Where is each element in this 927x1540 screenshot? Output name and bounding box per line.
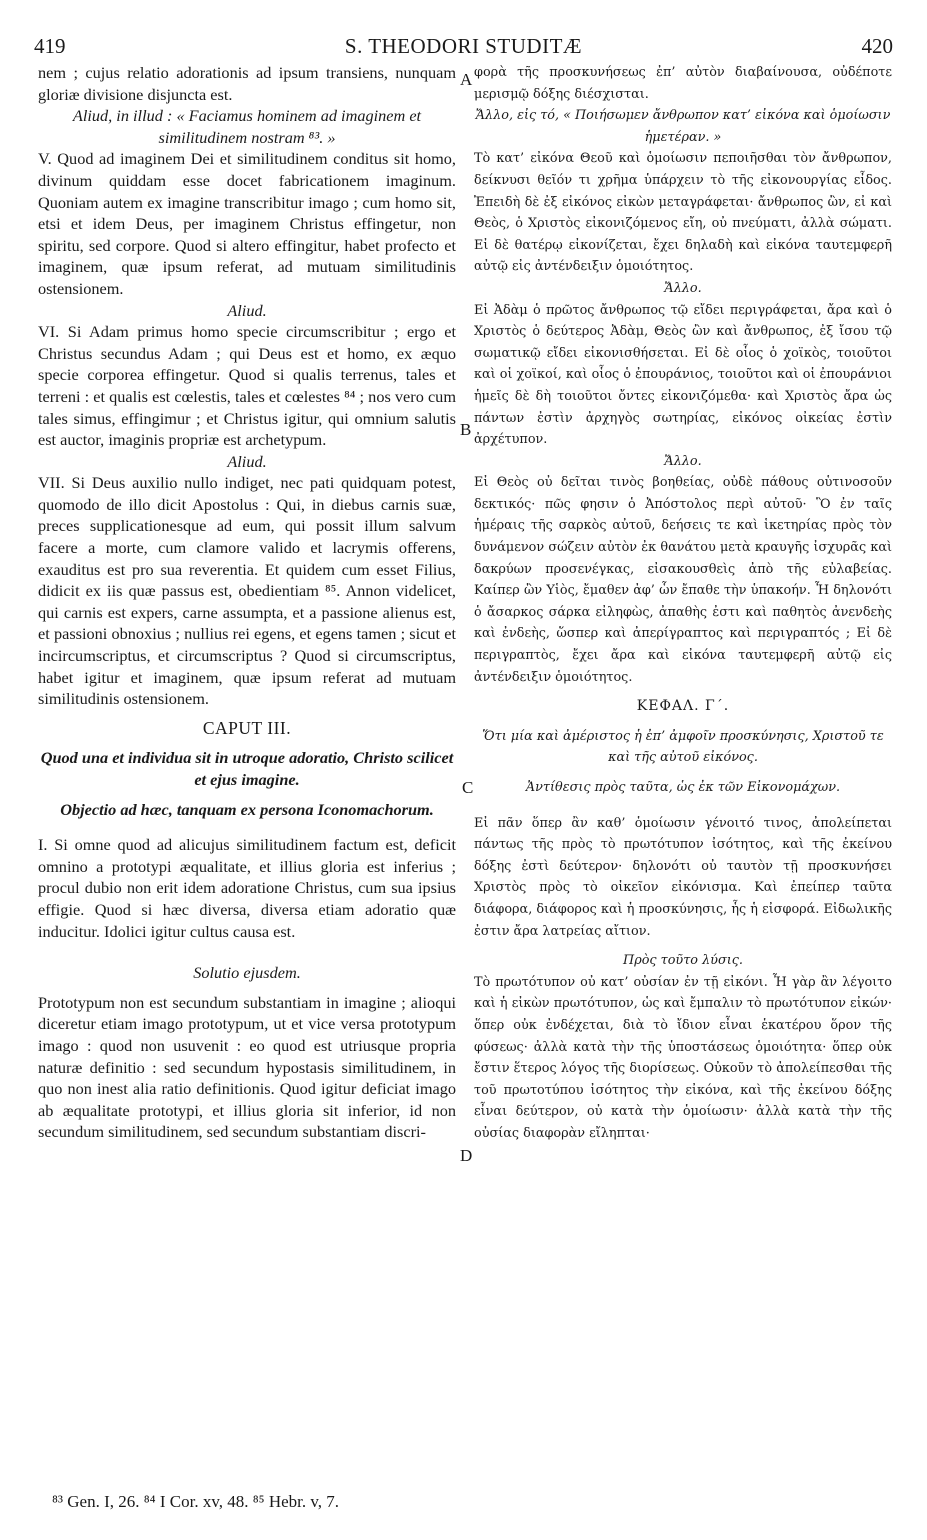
margin-letter-b: B (460, 420, 472, 439)
greek-para-solution: Τὸ πρωτότυπον οὐ κατ’ οὐσίαν ἐν τῇ εἰκόνι. Ἦ γὰρ ἂν λέγοιτο καὶ ἡ εἰκὼν πρωτότυπον, ὡς καὶ ἔμπαλιν τὸ πρωτότυπον εἰκών· ὅπερ οὐκ ἐνδέχεται, διὰ τὸ ἴδιον εἶναι ἑκατέρου ὅρον τῆς φύσεως· ἀλλὰ κατὰ τὴν τῆς ὑποστάσεως ὁμοιότητα· ὅπερ οὐκ ἔστιν ἕτερος λόγος τῆς διορίσεως. Οὐκοῦν τὸ ἀπολείπεσθαι τῆς τοῦ πρωτοτύπου ἰσότητος τὴν εἰκόνα, καὶ τῆς ἐκείνου δόξης εἶναι δεύτερον, οὐ κατὰ τὴν ὁμοίωσιν· ἀλλὰ κατὰ τὴν τῆς οὐσίας διαφορὰν εἴληπται· (474, 974, 892, 1141)
greek-chapter-subtitle: Ὅτι μία καὶ ἀμέριστος ἡ ἐπ’ ἀμφοῖν προσκύνησις, Χριστοῦ τε καὶ τῆς αὐτοῦ εἰκόνος. (482, 728, 884, 766)
latin-objection-heading: Objectio ad hæc, tanquam ex persona Iconomachorum. (60, 799, 434, 819)
latin-para-vi: VI. Si Adam primus homo specie circumscribitur ; ergo et Christus secundus Adam ; qui Deus est et homo, ex æquo specie corporea effingetur. Quod si qualis terrenus, tales et terreni : et qualis est cœlestis, tales et cœlestes ⁸⁴ ; nos vero cum tales simus, effingimur ; et Christus igitur, qui omnium salutis est auctor, imaginis propriæ est archetypum. (38, 322, 456, 450)
latin-heading-aliud-2: Aliud. (227, 300, 267, 320)
greek-objection-heading: Ἀντίθεσις πρὸς ταῦτα, ὡς ἐκ τῶν Εἰκονομάχων. (525, 780, 841, 795)
greek-heading-allo-3: Ἄλλο. (664, 453, 702, 469)
greek-column (474, 62, 892, 1145)
latin-solution-heading: Solutio ejusdem. (193, 963, 301, 983)
latin-heading-aliud-1: Aliud, in illud : « Faciamus hominem ad imaginem et similitudinem nostram ⁸³. » (72, 106, 422, 147)
latin-heading-aliud-3: Aliud. (227, 451, 267, 471)
greek-heading-allo-2: Ἄλλο. (664, 280, 702, 296)
running-title: S. THEODORI STUDITÆ (344, 34, 583, 58)
latin-para-objection: I. Si omne quod ad alicujus similitudinem factum est, deficit omnino a prototypi æqualitate, et illius gloria est inferius ; procul dubio non erit idem adoratione Christus, cum sua ipsius effigie. Quod si hæc diversa, diversa etiam adoratio quæ inducitur. Idolici igitur cultus causa est. (38, 835, 456, 941)
margin-letter-a: A (460, 70, 473, 89)
latin-para-vii: VII. Si Deus auxilio nullo indiget, nec pati quidquam potest, quomodo de illo dicit Apostolus : Qui, in diebus carnis suæ, preces supplicationesque ad eum, qui possit illum salvum facere a morte, cum clamore valido et lacrymis offerens, exauditus est pro sua reverentia. Et quidem cum esset Filius, didicit ex iis quæ passus est, obedientiam ⁸⁵. Annon videlicet, qui carnis est expers, carne assumpta, et a passione alienus est, et passioni obnoxius ; nullius rei egens, et egens tamen ; sicut et incircumscriptus, et circumscriptus ? Quod si circumscriptus, habet igitur et imaginem, quæ ipsum referat ad mutuam similitudinis ostensionem. (38, 473, 456, 709)
page-number-right: 420 (861, 34, 893, 58)
greek-para-v: Τὸ κατ’ εἰκόνα Θεοῦ καὶ ὁμοίωσιν πεποιῆσθαι τὸν ἄνθρωπον, δείκνυσι θεῖόν τι χρῆμα ὑπάρχειν τὸ τῆς εἰκονουργίας εἶδος. Ἐπειδὴ δὲ ἐξ εἰκόνος εἰκὼν μεταγράφεται· ἄνθρωπος ὢν, εἰ καὶ Θεὸς, ὁ Χριστὸς εἰκονιζόμενος εἴη, οὐ πνεύματι, ἀλλὰ σώματι. Εἰ δὲ θατέρῳ εἰκονίζεται, ἔχει δηλαδὴ καὶ εἰκόνα ταυτεμφερῆ αὐτῷ εἰς ἀντένδειξιν ὁμοιότητος. (474, 151, 892, 275)
latin-column (38, 62, 456, 1143)
margin-letter-d: D (460, 1146, 473, 1165)
latin-para-v: V. Quod ad imaginem Dei et similitudinem conditus sit homo, divinum quiddam esse docet fabricationem imaginum. Quoniam autem ex imagine transcribitur imago ; cum homo sit, etsi et idem Deus, per imaginem Christus effingetur, non spiritu, sed corpore. Quod si altero effingitur, habet profecto et imaginem, quæ ipsum referat, ad mutuam similitudinis ostensionem. (38, 149, 456, 298)
footnotes: ⁸³ Gen. I, 26. ⁸⁴ I Cor. xv, 48. ⁸⁵ Hebr. v, 7. (52, 1492, 340, 1511)
margin-letter-c: C (462, 778, 474, 797)
greek-para-vi: Εἰ Ἀδὰμ ὁ πρῶτος ἄνθρωπος τῷ εἴδει περιγράφεται, ἄρα καὶ ὁ Χριστὸς ὁ δεύτερος Ἀδὰμ, Θεὸς ὢν καὶ ἄνθρωπος, ἐξ ἴσου τῷ σωματικῷ εἴδει εἰκονισθήσεται. Εἰ δὲ οἷος ὁ χοϊκὸς, τοιοῦτοι καὶ οἱ χοϊκοί, καὶ οἷος ὁ ἐπουράνιος, τοιοῦτοι καὶ οἱ ἐπουράνιοι ἡμεῖς δὲ δὴ τοιοῦτοι ὄντες εἰκονιζόμεθα· καὶ Χριστὸς ἄρα ὡς πάντων ἐστὶν ἀρχηγὸς σωτηρίας, εἰκόνος οἰκείας ἐστὶν ἀρχέτυπον. (474, 302, 892, 448)
latin-chapter-title: CAPUT III. (202, 717, 292, 738)
greek-para-1: φορὰ τῆς προσκυνήσεως ἐπ’ αὐτὸν διαβαίνουσα, οὐδέποτε μερισμῷ δόξης διέσχισται. (474, 65, 892, 102)
latin-para-solution: Prototypum non est secundum substantiam in imagine ; alioqui diceretur etiam imago prototypum, ut et vice versa prototypum imago : quod non usuvenit : eo quod est utriusque propria naturæ definitio : sed secundum hypostasis similitudinem, in quo non inest alia ratio definitionis. Quod igitur deficiat imago ab æqualitate prototypi, et illius gloria sit inferior, id non secundum similitudinem, sed secundum substantiam discri- (38, 992, 456, 1142)
latin-chapter-subtitle: Quod una et individua sit in utroque adoratio, Christo scilicet et ejus imagine. (40, 748, 454, 789)
greek-para-objection: Εἰ πᾶν ὅπερ ἂν καθ’ ὁμοίωσιν γένοιτό τινος, ἀπολείπεται πάντως τῆς πρὸς τὸ πρωτότυπον ἰσότητος, καὶ τῆς ἐκείνου δόξης ἐστὶ δεύτερον· δηλονότι οὐ ταυτὸν τῇ προσκυνήσει Χριστὸς πρὸς τὸ οἰκεῖον εἰκόνισμα. Καὶ ἐπείπερ ταῦτα διάφορα, διάφορος καὶ ἡ προσκύνησις, ἧς ἡ εἰσφορά. Εἰδωλικῆς ἐστιν ἄρα λατρείας αἴτιον. (474, 815, 892, 939)
greek-para-vii: Εἰ Θεὸς οὐ δεῖται τινὸς βοηθείας, οὐδὲ πάθους οὑτινοσοῦν δεκτικός· πῶς φησιν ὁ Ἀπόστολος περὶ αὐτοῦ· Ὃ ἐν ταῖς ἡμέραις τῆς σαρκὸς αὐτοῦ, δεήσεις τε καὶ ἱκετηρίας πρὸς τὸν δυνάμενον σώζειν αὐτὸν ἐκ θανάτου μετὰ κραυγῆς ἰσχυρᾶς καὶ δακρύων προσενέγκας, εἰσακουσθεὶς ἀπὸ τῆς εὐλαβείας. Καίπερ ὢν Υἱὸς, ἔμαθεν ἀφ’ ὧν ἔπαθε τὴν ὑπακοήν. Ἦ δηλονότι ὁ ἄσαρκος σάρκα εἰληφὼς, ἀπαθὴς ἐστι καὶ παθητὸς ἀνενδεὴς καὶ ἐνδεὴς, ὥσπερ καὶ ἀπερίγραπτος καὶ περιγραπτός ; Εἰ δὲ περιγραπτὸς, ἔχει ἄρα καὶ εἰκόνα ταυτεμφερῆ αὐτῷ εἰς ἀντένδειξιν ὁμοιότητος. (474, 475, 892, 685)
greek-solution-heading: Πρὸς τοῦτο λύσις. (623, 953, 743, 969)
greek-chapter-title: ΚΕΦΑΛ. Γ΄. (636, 698, 730, 715)
page-number-left: 419 (34, 34, 66, 58)
latin-para-1: nem ; cujus relatio adorationis ad ipsum transiens, nunquam gloriæ divisione disjuncta est. (38, 63, 456, 104)
greek-heading-allo-1: Ἄλλο, εἰς τό, « Ποιήσωμεν ἄνθρωπον κατ’ εἰκόνα καὶ ὁμοίωσιν ἡμετέραν. » (475, 108, 891, 145)
